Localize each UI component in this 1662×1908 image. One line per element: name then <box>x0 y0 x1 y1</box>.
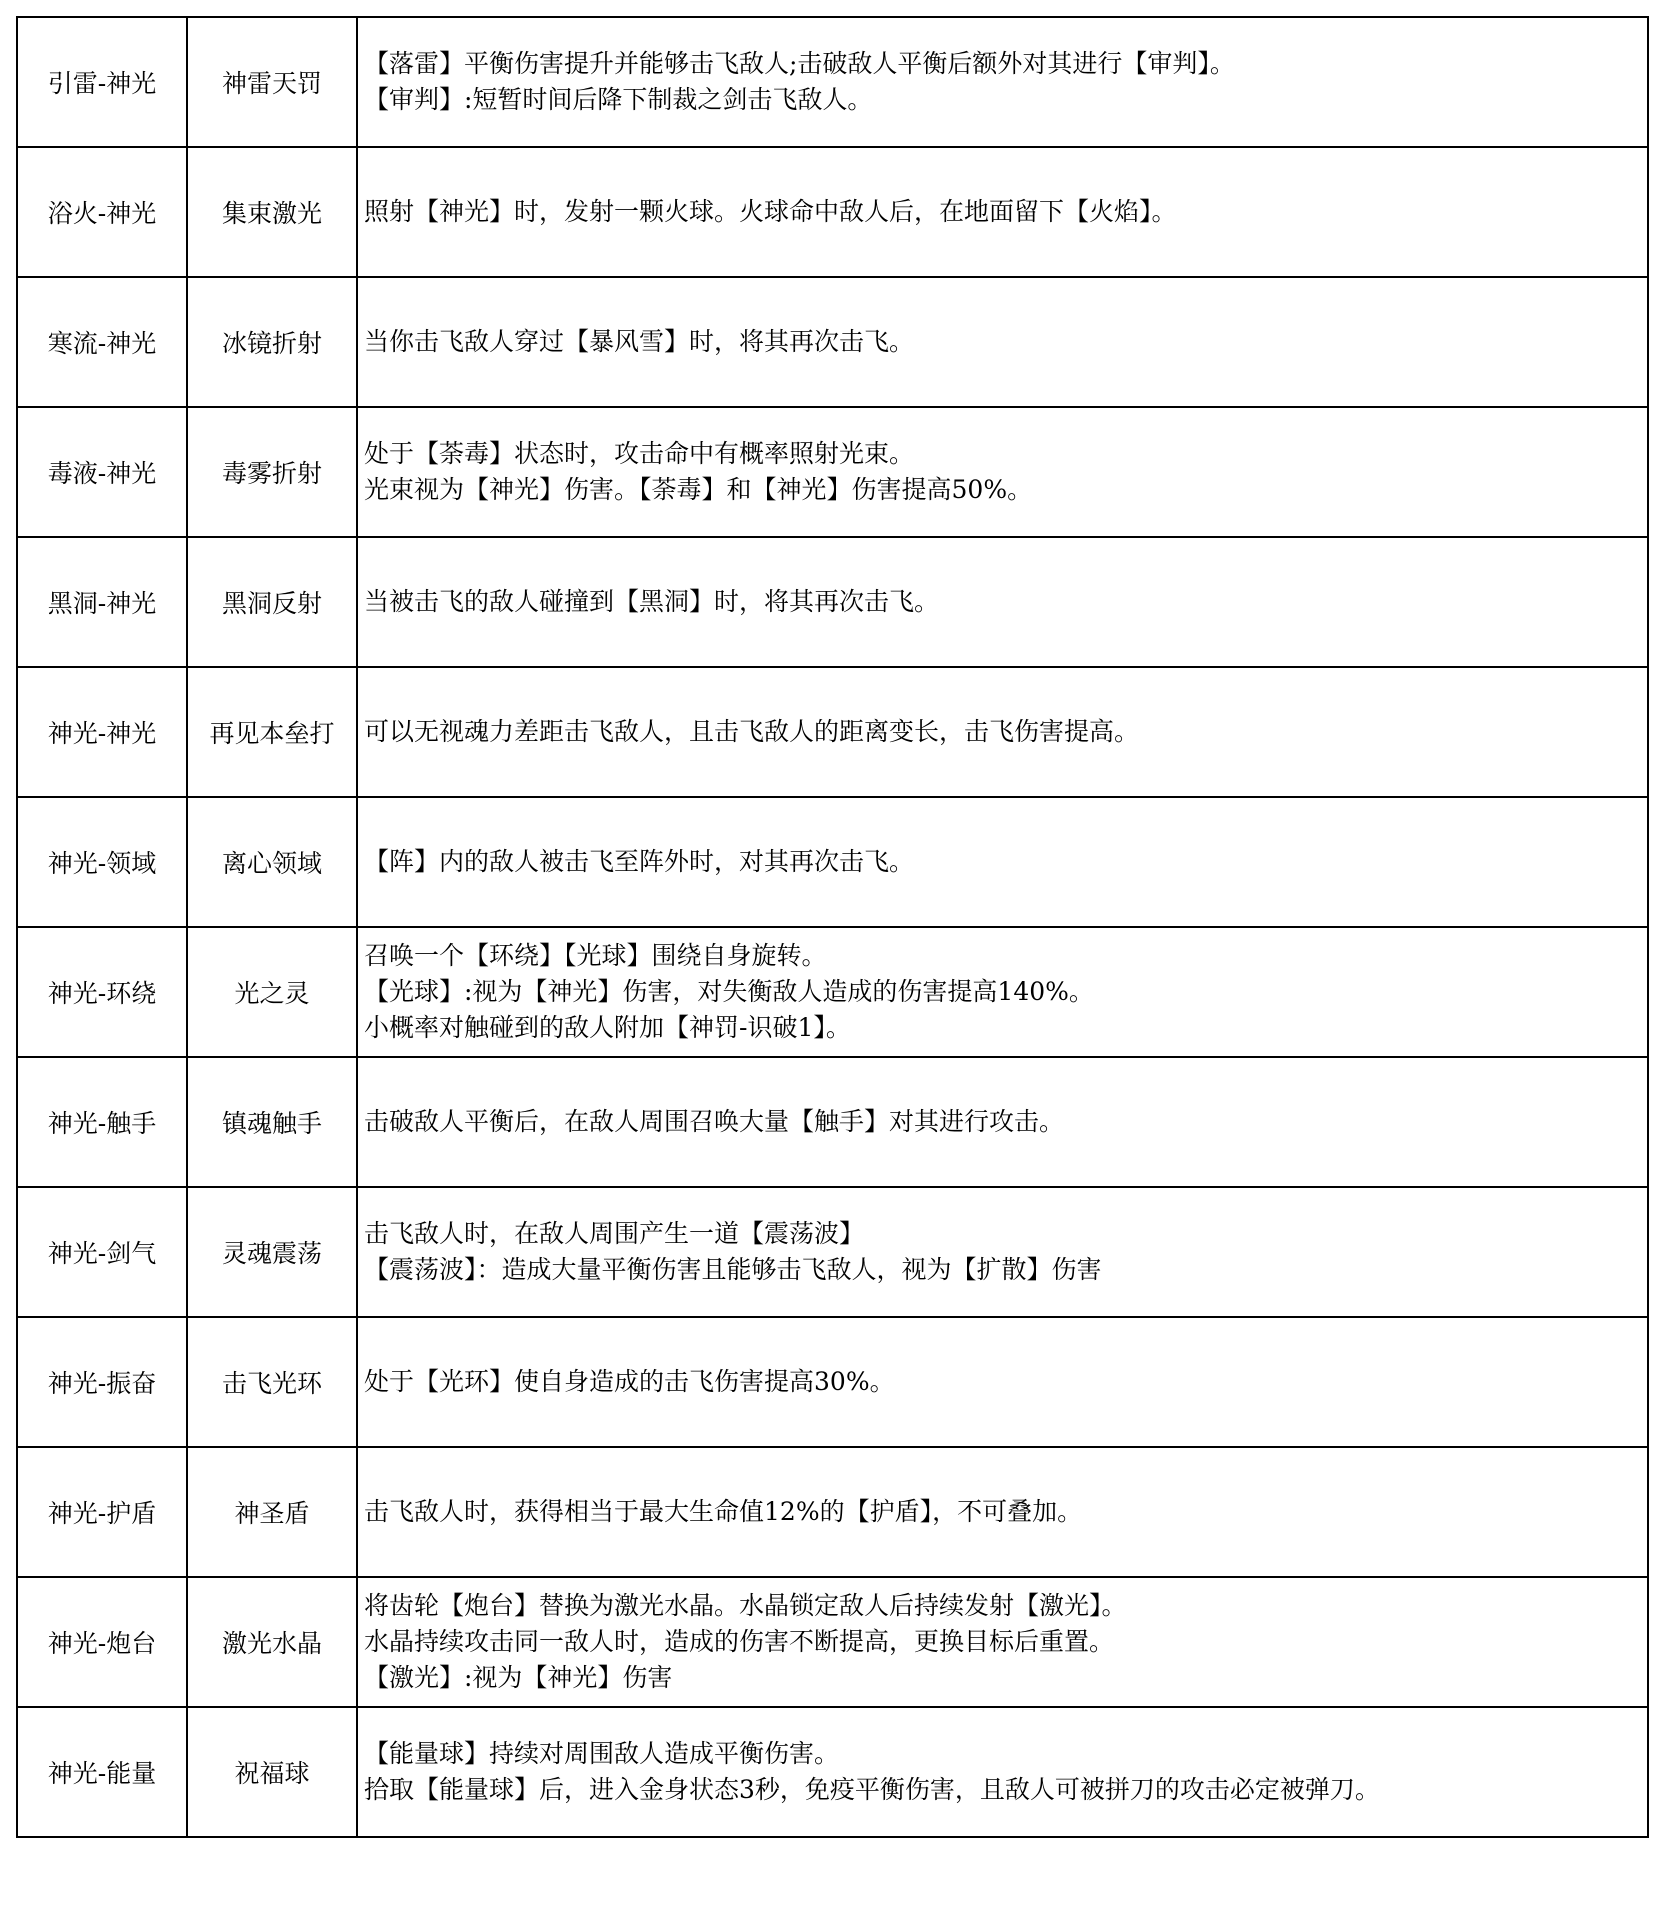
combo-cell: 神光-神光 <box>17 667 187 797</box>
table-row <box>17 1707 1648 1837</box>
description-cell <box>357 927 1648 1057</box>
table-row <box>17 667 1648 797</box>
description-cell <box>357 147 1648 277</box>
combo-cell: 寒流-神光 <box>17 277 187 407</box>
description-cell <box>357 1317 1648 1447</box>
skill-name-cell: 祝福球 <box>187 1707 357 1837</box>
description-line: 处于【光环】使自身造成的击飞伤害提高30%。 <box>364 1367 895 1396</box>
description-line: 【审判】:短暂时间后降下制裁之剑击飞敌人。 <box>364 85 873 114</box>
skill-name-cell: 光之灵 <box>187 927 357 1057</box>
description-line: 照射【神光】时，发射一颗火球。火球命中敌人后，在地面留下【火焰】。 <box>364 197 1177 226</box>
table-body <box>17 17 1648 1837</box>
combo-cell: 神光-振奋 <box>17 1317 187 1447</box>
description-line: 【能量球】持续对周围敌人造成平衡伤害。 <box>364 1739 840 1768</box>
table-row <box>17 407 1648 537</box>
combo-cell: 引雷-神光 <box>17 17 187 147</box>
table-row <box>17 1187 1648 1317</box>
table-row <box>17 1447 1648 1577</box>
table-row <box>17 1577 1648 1707</box>
combo-cell: 黑洞-神光 <box>17 537 187 667</box>
description-line: 拾取【能量球】后，进入金身状态3秒，免疫平衡伤害，且敌人可被拼刀的攻击必定被弹刀。 <box>364 1775 1380 1804</box>
description-cell <box>357 797 1648 927</box>
description-cell <box>357 1577 1648 1707</box>
table-row <box>17 17 1648 147</box>
description-cell <box>357 537 1648 667</box>
combo-cell: 神光-炮台 <box>17 1577 187 1707</box>
table-row <box>17 147 1648 277</box>
description-line: 光束视为【神光】伤害。【荼毒】和【神光】伤害提高50%。 <box>364 475 1033 504</box>
skill-name-cell: 镇魂触手 <box>187 1057 357 1187</box>
description-line: 【激光】:视为【神光】伤害 <box>364 1663 673 1692</box>
skill-name-cell: 黑洞反射 <box>187 537 357 667</box>
table-row <box>17 537 1648 667</box>
description-line: 当你击飞敌人穿过【暴风雪】时，将其再次击飞。 <box>364 327 915 356</box>
description-line: 【阵】内的敌人被击飞至阵外时，对其再次击飞。 <box>364 847 915 876</box>
skill-name-cell: 毒雾折射 <box>187 407 357 537</box>
description-line: 水晶持续攻击同一敌人时，造成的伤害不断提高，更换目标后重置。 <box>364 1627 1115 1656</box>
combo-cell: 神光-触手 <box>17 1057 187 1187</box>
skill-name-cell: 激光水晶 <box>187 1577 357 1707</box>
description-cell <box>357 1447 1648 1577</box>
combo-cell: 毒液-神光 <box>17 407 187 537</box>
table-row <box>17 277 1648 407</box>
skill-name-cell: 离心领域 <box>187 797 357 927</box>
skill-name-cell: 神雷天罚 <box>187 17 357 147</box>
skill-name-cell: 再见本垒打 <box>187 667 357 797</box>
skill-name-cell: 击飞光环 <box>187 1317 357 1447</box>
description-line: 【落雷】平衡伤害提升并能够击飞敌人;击破敌人平衡后额外对其进行【审判】。 <box>364 49 1235 78</box>
skill-name-cell: 冰镜折射 <box>187 277 357 407</box>
description-line: 召唤一个【环绕】【光球】围绕自身旋转。 <box>364 941 827 970</box>
description-cell <box>357 1057 1648 1187</box>
description-line: 【震荡波】：造成大量平衡伤害且能够击飞敌人，视为【扩散】伤害 <box>364 1255 1102 1284</box>
description-line: 【光球】:视为【神光】伤害，对失衡敌人造成的伤害提高140%。 <box>364 977 1094 1006</box>
combo-cell: 神光-领域 <box>17 797 187 927</box>
description-cell <box>357 407 1648 537</box>
description-line: 当被击飞的敌人碰撞到【黑洞】时，将其再次击飞。 <box>364 587 940 616</box>
table-row <box>17 927 1648 1057</box>
combo-cell: 神光-护盾 <box>17 1447 187 1577</box>
description-line: 击破敌人平衡后，在敌人周围召唤大量【触手】对其进行攻击。 <box>364 1107 1065 1136</box>
skill-name-cell: 神圣盾 <box>187 1447 357 1577</box>
description-cell <box>357 667 1648 797</box>
description-line: 小概率对触碰到的敌人附加【神罚-识破1】。 <box>364 1013 851 1042</box>
table-row <box>17 1317 1648 1447</box>
description-cell <box>357 1707 1648 1837</box>
description-line: 击飞敌人时，在敌人周围产生一道【震荡波】 <box>364 1219 865 1248</box>
skill-name-cell: 灵魂震荡 <box>187 1187 357 1317</box>
description-line: 处于【荼毒】状态时，攻击命中有概率照射光束。 <box>364 439 915 468</box>
table-row <box>17 1057 1648 1187</box>
skill-name-cell: 集束激光 <box>187 147 357 277</box>
table-row <box>17 797 1648 927</box>
combo-cell: 神光-剑气 <box>17 1187 187 1317</box>
description-line: 将齿轮【炮台】替换为激光水晶。水晶锁定敌人后持续发射【激光】。 <box>364 1591 1127 1620</box>
combo-cell: 神光-环绕 <box>17 927 187 1057</box>
description-cell <box>357 277 1648 407</box>
description-line: 可以无视魂力差距击飞敌人，且击飞敌人的距离变长，击飞伤害提高。 <box>364 717 1140 746</box>
description-line: 击飞敌人时，获得相当于最大生命值12%的【护盾】，不可叠加。 <box>364 1497 1083 1526</box>
skill-combo-table <box>16 16 1649 1838</box>
combo-cell: 神光-能量 <box>17 1707 187 1837</box>
description-cell <box>357 1187 1648 1317</box>
description-cell <box>357 17 1648 147</box>
combo-cell: 浴火-神光 <box>17 147 187 277</box>
